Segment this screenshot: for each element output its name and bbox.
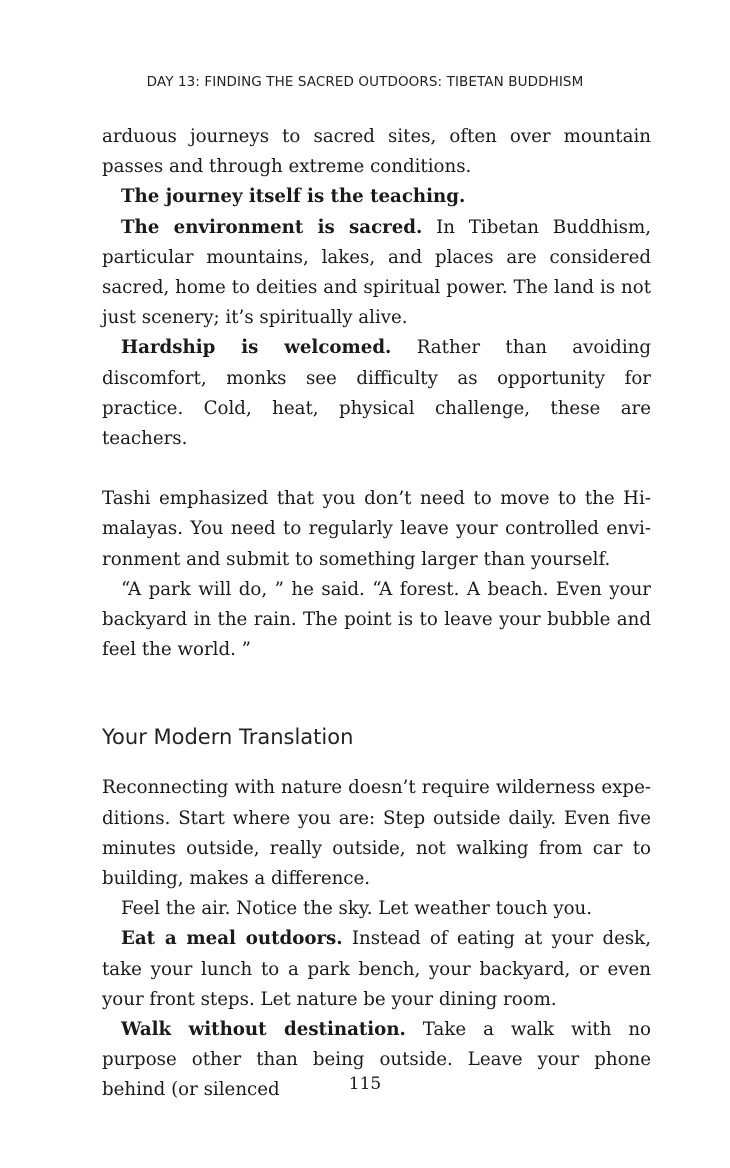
page-number: 115 bbox=[348, 1074, 382, 1094]
paragraph-text: Take a walk with no purpose other than being outside. Leave your phone behind (or silenced bbox=[102, 1019, 651, 1101]
paragraph bbox=[102, 924, 651, 1015]
paragraph bbox=[102, 182, 651, 212]
paragraph: Tashi emphasized that you don’t need to move to the Himalayas. You need to regularly leave your controlled environment and submit to something larger than yourself. bbox=[102, 488, 651, 570]
bold-lead: Walk without destination. bbox=[121, 1019, 406, 1041]
paragraph-text: Instead of eating at your desk, take your lunch to a park bench, your backyard, or even your front steps. Let nature be your dining room. bbox=[102, 928, 651, 1010]
paragraph: Reconnecting with nature doesn’t require wilderness expeditions. Start where you are: Step outside daily. Even five minutes outside, really outside, not walking from car to building, makes a difference. bbox=[102, 777, 651, 890]
paragraph: arduous journeys to sacred sites, often over mountain passes and through extreme conditions. bbox=[102, 126, 651, 178]
paragraph: “A park will do, ” he said. “A forest. A beach. Even your backyard in the rain. The point is to leave your bubble and feel the world. ” bbox=[102, 578, 651, 661]
body-text bbox=[102, 122, 651, 1106]
bold-lead: The journey itself is the teaching. bbox=[121, 186, 466, 208]
bold-lead: Hardship is welcomed. bbox=[121, 337, 392, 359]
paragraph-gap bbox=[102, 454, 651, 484]
paragraph-text: In Tibetan Buddhism, particular mountains, lakes, and places are considered sacred, home to deities and spiritual power. The land is not just scenery; it’s spiritually alive. bbox=[102, 216, 652, 329]
section-gap bbox=[102, 665, 651, 722]
section-heading: Your Modern Translation bbox=[102, 725, 354, 750]
paragraph-text: Rather than avoiding discomfort, monks see difficulty as opportunity for practice. Cold, heat, physical challenge, these are teachers. bbox=[102, 337, 651, 450]
running-head: DAY 13: FINDING THE SACRED OUTDOORS: TIBETAN BUDDHISM bbox=[146, 74, 584, 90]
bold-lead: Eat a meal outdoors. bbox=[121, 928, 343, 950]
paragraph bbox=[102, 333, 651, 454]
paragraph bbox=[102, 213, 651, 334]
heading-gap bbox=[102, 752, 651, 773]
paragraph: Feel the air. Notice the sky. Let weather touch you. bbox=[121, 898, 593, 920]
bold-lead: The environment is sacred. bbox=[121, 216, 423, 238]
